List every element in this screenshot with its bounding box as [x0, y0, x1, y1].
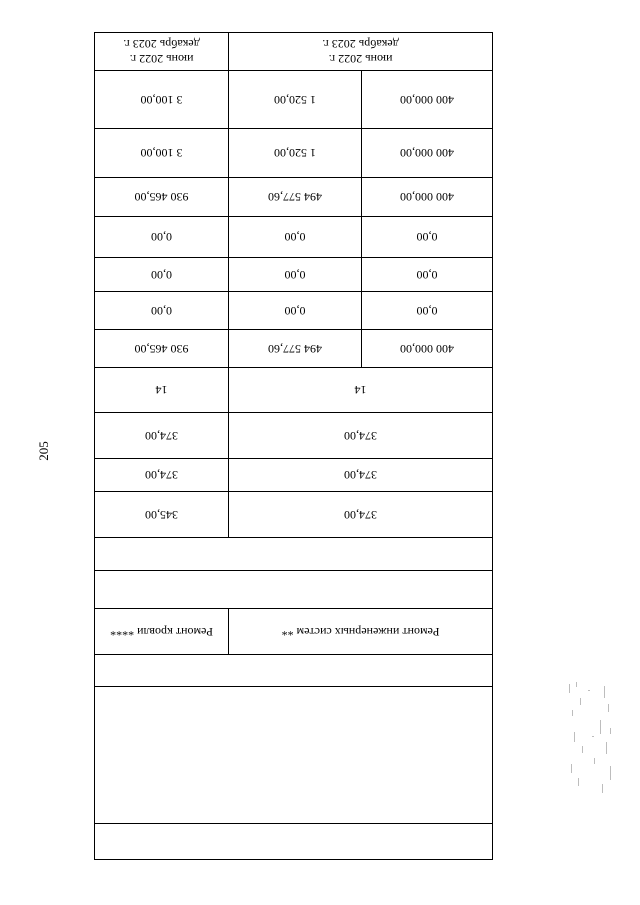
value-cell: 374,00 — [95, 413, 229, 459]
table-row — [95, 824, 493, 860]
table-row — [95, 129, 493, 178]
table-row — [95, 687, 493, 824]
value-row — [95, 413, 493, 459]
table-cell: 494 577,60 — [229, 330, 362, 368]
page-number: 205 — [36, 441, 51, 461]
table-cell: 494 577,60 — [229, 178, 362, 217]
cell-empty — [95, 655, 493, 687]
period-end: декабрь 2023 г. — [322, 37, 399, 52]
table-row — [95, 655, 493, 687]
value-cell: 374,00 — [229, 492, 493, 538]
table-cell: 400 000,00 — [362, 178, 493, 217]
table-cell: 930 465,00 — [95, 178, 229, 217]
cell-empty — [95, 538, 493, 571]
table-cell: 0,00 — [95, 217, 229, 258]
header-row — [95, 33, 493, 71]
work-types-row — [95, 609, 493, 655]
value-row — [95, 459, 493, 492]
table-cell: 0,00 — [95, 258, 229, 292]
value-cell: 374,00 — [229, 459, 493, 492]
value-cell: 345,00 — [95, 492, 229, 538]
table-row — [95, 292, 493, 330]
table-row — [95, 178, 493, 217]
period-end: декабрь 2023 г. — [123, 37, 200, 52]
table-cell: 0,00 — [362, 292, 493, 330]
table-row — [95, 571, 493, 609]
cell-empty — [95, 687, 493, 824]
table-cell: 0,00 — [229, 258, 362, 292]
table-cell: 400 000,00 — [362, 129, 493, 178]
count-cell: 14 — [229, 368, 493, 413]
table-row — [95, 258, 493, 292]
table-cell: 0,00 — [229, 292, 362, 330]
scan-artifact — [566, 680, 616, 796]
period-header — [95, 33, 229, 71]
period-header — [229, 33, 493, 71]
work-roof: Ремонт кровли **** — [95, 609, 229, 655]
work-engineering-systems: Ремонт инженерных систем ** — [229, 609, 493, 655]
period-start: июнь 2022 г. — [129, 51, 194, 66]
cell-empty — [95, 571, 493, 609]
count-row — [95, 368, 493, 413]
table-cell: 400 000,00 — [362, 330, 493, 368]
value-cell: 374,00 — [95, 459, 229, 492]
table-cell: 0,00 — [362, 217, 493, 258]
table-cell: 3 100,00 — [95, 71, 229, 129]
table-row — [95, 217, 493, 258]
table-cell: 400 000,00 — [362, 71, 493, 129]
count-cell: 14 — [95, 368, 229, 413]
rotated-table-container — [94, 32, 492, 858]
table-cell: 0,00 — [229, 217, 362, 258]
table-cell: 0,00 — [95, 292, 229, 330]
table-cell: 0,00 — [362, 258, 493, 292]
table-row — [95, 71, 493, 129]
value-row — [95, 492, 493, 538]
cell-empty — [95, 824, 493, 860]
table-row — [95, 538, 493, 571]
period-start: июнь 2022 г. — [328, 51, 393, 66]
value-cell: 374,00 — [229, 413, 493, 459]
data-table — [94, 32, 493, 860]
table-cell: 3 100,00 — [95, 129, 229, 178]
table-cell: 1 520,00 — [229, 129, 362, 178]
table-row — [95, 330, 493, 368]
table-cell: 930 465,00 — [95, 330, 229, 368]
table-cell: 1 520,00 — [229, 71, 362, 129]
